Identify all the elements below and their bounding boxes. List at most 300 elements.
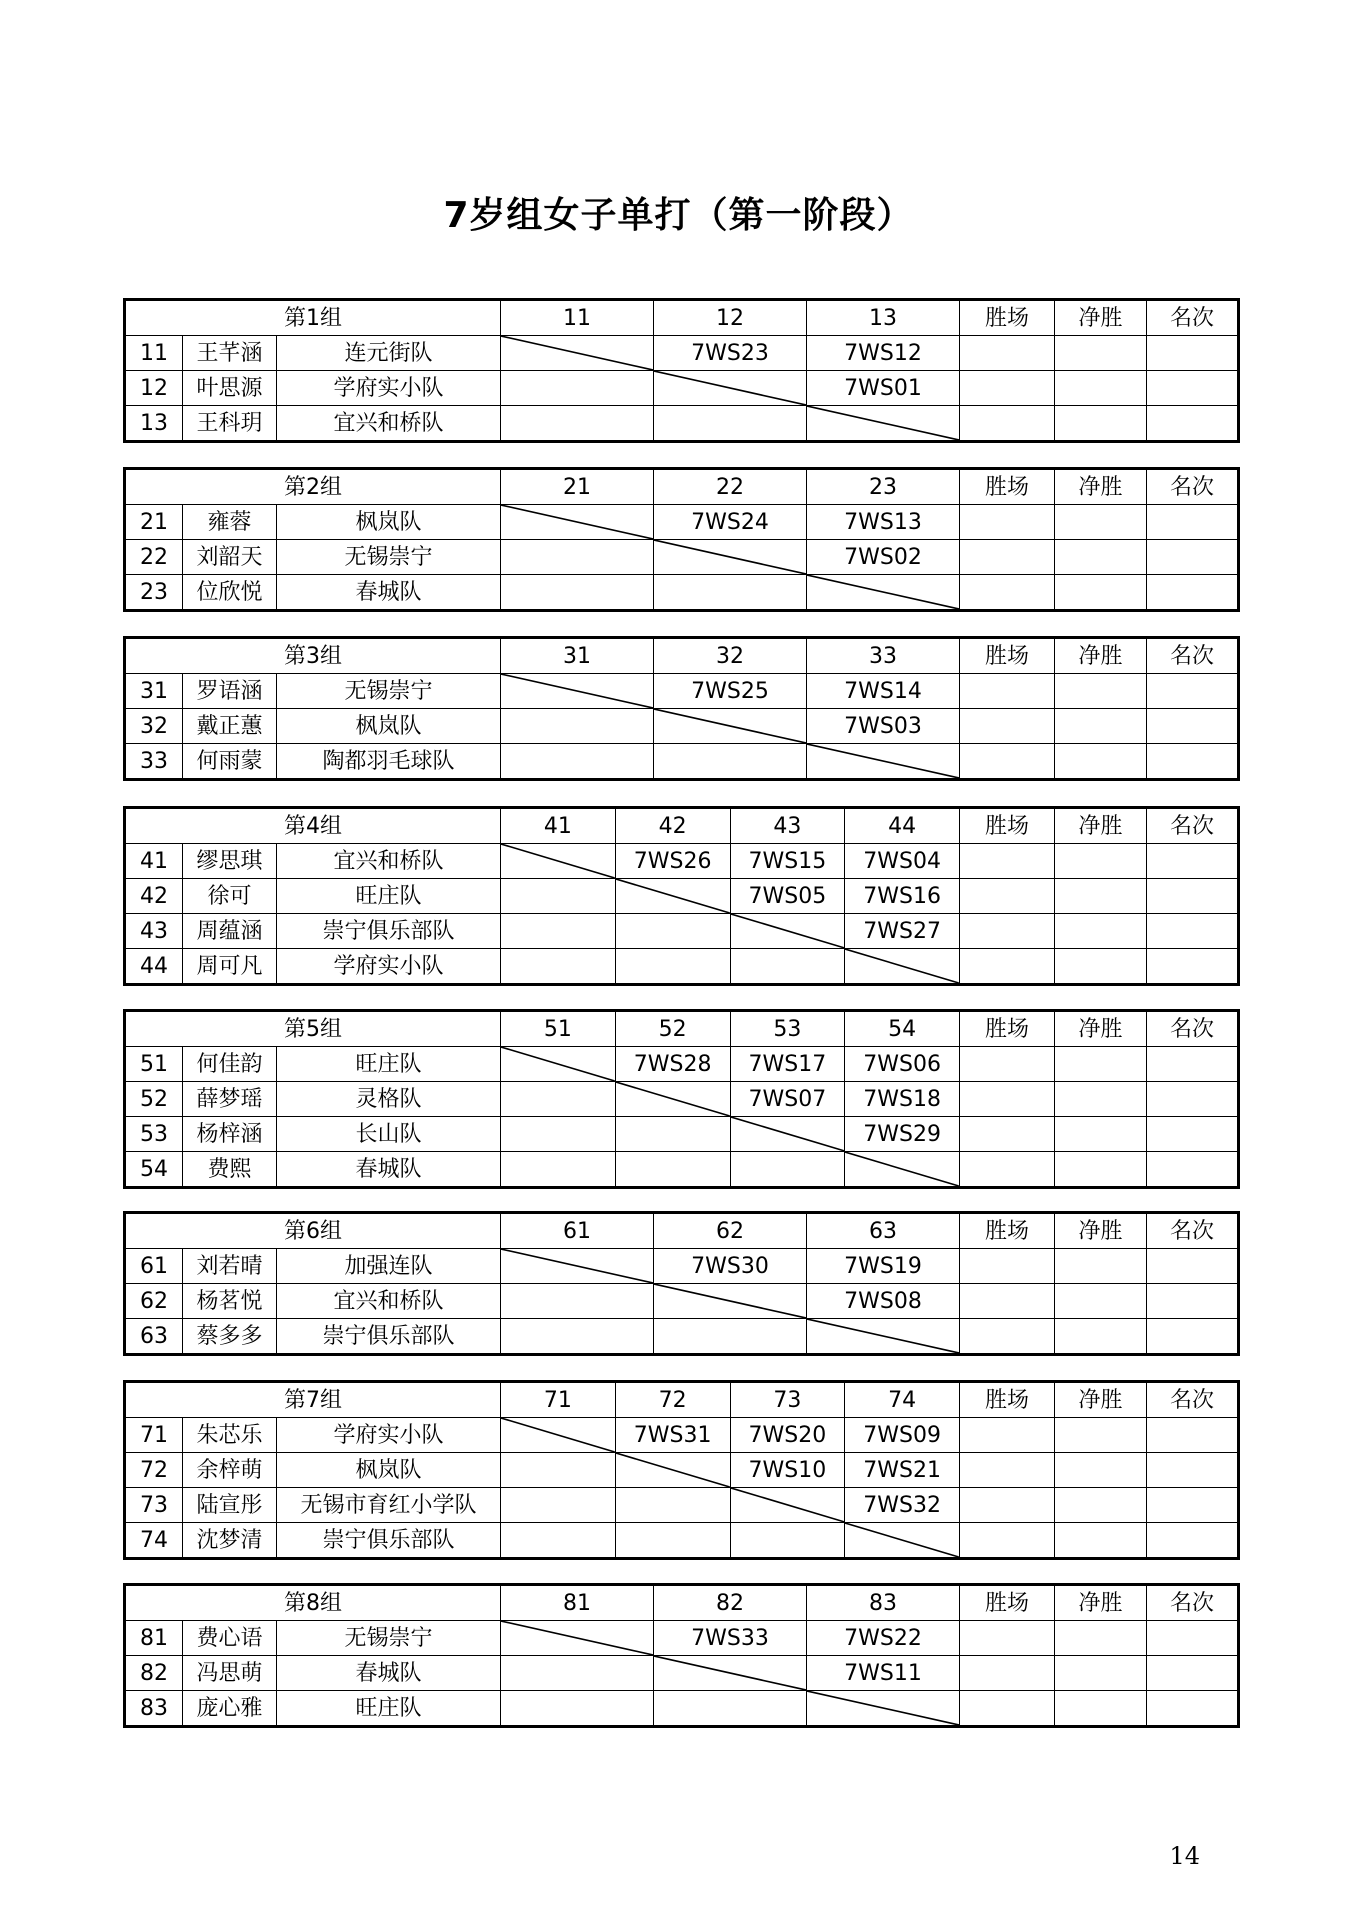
player-row: [125, 1082, 1239, 1117]
group-header-row: [125, 1011, 1239, 1047]
diagonal-line: [654, 1284, 806, 1318]
diagonal-line: [731, 1117, 845, 1151]
wins-cell: [960, 879, 1055, 914]
diagonal-line: [616, 879, 730, 913]
player-team: 春城队: [277, 575, 501, 611]
diagonal-line: [807, 575, 959, 609]
player-row: [125, 674, 1239, 709]
diagonal-line: [501, 1418, 615, 1452]
wins-cell: [960, 1047, 1055, 1082]
seed-header: 62: [654, 1213, 807, 1249]
wins-header: 胜场: [960, 1382, 1055, 1418]
net-header: 净胜: [1055, 469, 1147, 505]
group-table: [123, 636, 1240, 781]
net-cell: [1055, 914, 1147, 949]
rank-cell: [1147, 844, 1239, 879]
wins-cell: [960, 1453, 1055, 1488]
self-match-cell: [501, 844, 616, 879]
net-cell: [1055, 1152, 1147, 1188]
player-team: 无锡崇宁: [277, 674, 501, 709]
player-number: 11: [125, 336, 183, 371]
rank-cell: [1147, 1082, 1239, 1117]
match-cell: 7WS16: [845, 879, 960, 914]
player-row: [125, 844, 1239, 879]
group-label: 第5组: [125, 1011, 501, 1047]
group-label: 第2组: [125, 469, 501, 505]
player-team: 陶都羽毛球队: [277, 744, 501, 780]
match-cell: 7WS28: [615, 1047, 730, 1082]
diagonal-line: [616, 1453, 730, 1487]
player-name: 罗语涵: [183, 674, 277, 709]
player-team: 枫岚队: [277, 505, 501, 540]
rank-header: 名次: [1147, 1213, 1239, 1249]
player-team: 崇宁俱乐部队: [277, 1319, 501, 1355]
group-label: 第3组: [125, 638, 501, 674]
net-cell: [1055, 879, 1147, 914]
player-row: [125, 336, 1239, 371]
net-cell: [1055, 709, 1147, 744]
group-label: 第4组: [125, 808, 501, 844]
match-cell: 7WS19: [807, 1249, 960, 1284]
player-team: 连元街队: [277, 336, 501, 371]
player-name: 刘韶天: [183, 540, 277, 575]
player-row: [125, 406, 1239, 442]
match-cell: 7WS01: [807, 371, 960, 406]
wins-cell: [960, 336, 1055, 371]
self-match-cell: [615, 1082, 730, 1117]
net-cell: [1055, 1453, 1147, 1488]
net-cell: [1055, 674, 1147, 709]
net-cell: [1055, 1249, 1147, 1284]
match-cell: 7WS31: [615, 1418, 730, 1453]
seed-header: 41: [501, 808, 616, 844]
player-team: 旺庄队: [277, 879, 501, 914]
wins-cell: [960, 575, 1055, 611]
wins-header: 胜场: [960, 1011, 1055, 1047]
player-name: 冯思萌: [183, 1656, 277, 1691]
net-cell: [1055, 1418, 1147, 1453]
player-number: 32: [125, 709, 183, 744]
match-cell: 7WS20: [730, 1418, 845, 1453]
rank-cell: [1147, 1117, 1239, 1152]
player-row: [125, 1152, 1239, 1188]
player-row: [125, 1117, 1239, 1152]
match-cell: [615, 1488, 730, 1523]
seed-header: 42: [615, 808, 730, 844]
self-match-cell: [654, 709, 807, 744]
player-number: 73: [125, 1488, 183, 1523]
player-number: 21: [125, 505, 183, 540]
match-cell: 7WS30: [654, 1249, 807, 1284]
player-team: 学府实小队: [277, 949, 501, 985]
seed-header: 23: [807, 469, 960, 505]
player-team: 宜兴和桥队: [277, 1284, 501, 1319]
player-row: [125, 1047, 1239, 1082]
match-cell: 7WS12: [807, 336, 960, 371]
match-cell: [501, 1117, 616, 1152]
player-number: 81: [125, 1621, 183, 1656]
wins-header: 胜场: [960, 469, 1055, 505]
player-name: 朱芯乐: [183, 1418, 277, 1453]
rank-cell: [1147, 1656, 1239, 1691]
net-cell: [1055, 540, 1147, 575]
diagonal-line: [501, 336, 653, 370]
diagonal-line: [501, 1621, 653, 1655]
self-match-cell: [501, 1418, 616, 1453]
rank-cell: [1147, 1523, 1239, 1559]
group-table: [123, 1380, 1240, 1560]
group-header-row: [125, 1382, 1239, 1418]
player-number: 52: [125, 1082, 183, 1117]
player-row: [125, 505, 1239, 540]
rank-cell: [1147, 1047, 1239, 1082]
player-number: 43: [125, 914, 183, 949]
net-header: 净胜: [1055, 1213, 1147, 1249]
wins-cell: [960, 744, 1055, 780]
self-match-cell: [501, 1249, 654, 1284]
self-match-cell: [501, 1047, 616, 1082]
player-row: [125, 1284, 1239, 1319]
diagonal-line: [807, 1319, 959, 1353]
player-name: 徐可: [183, 879, 277, 914]
player-team: 旺庄队: [277, 1691, 501, 1727]
player-row: [125, 1453, 1239, 1488]
match-cell: 7WS10: [730, 1453, 845, 1488]
match-cell: [615, 914, 730, 949]
player-row: [125, 744, 1239, 780]
player-team: 旺庄队: [277, 1047, 501, 1082]
player-name: 刘若晴: [183, 1249, 277, 1284]
wins-cell: [960, 1691, 1055, 1727]
player-name: 费心语: [183, 1621, 277, 1656]
player-team: 无锡崇宁: [277, 540, 501, 575]
group-header-row: [125, 469, 1239, 505]
player-name: 何雨蒙: [183, 744, 277, 780]
seed-header: 44: [845, 808, 960, 844]
diagonal-line: [501, 674, 653, 708]
group-table: [123, 1211, 1240, 1356]
match-cell: [501, 709, 654, 744]
match-cell: [501, 879, 616, 914]
net-header: 净胜: [1055, 1382, 1147, 1418]
self-match-cell: [654, 1656, 807, 1691]
player-name: 缪思琪: [183, 844, 277, 879]
group-label: 第6组: [125, 1213, 501, 1249]
rank-cell: [1147, 505, 1239, 540]
self-match-cell: [501, 674, 654, 709]
net-cell: [1055, 1082, 1147, 1117]
match-cell: [615, 1117, 730, 1152]
wins-cell: [960, 1523, 1055, 1559]
seed-header: 51: [501, 1011, 616, 1047]
seed-header: 21: [501, 469, 654, 505]
player-number: 54: [125, 1152, 183, 1188]
self-match-cell: [730, 1117, 845, 1152]
player-number: 63: [125, 1319, 183, 1355]
rank-cell: [1147, 879, 1239, 914]
rank-header: 名次: [1147, 469, 1239, 505]
player-name: 沈梦清: [183, 1523, 277, 1559]
player-row: [125, 1319, 1239, 1355]
wins-header: 胜场: [960, 1585, 1055, 1621]
self-match-cell: [615, 1453, 730, 1488]
match-cell: [501, 575, 654, 611]
player-name: 薛梦瑶: [183, 1082, 277, 1117]
rank-header: 名次: [1147, 808, 1239, 844]
wins-cell: [960, 709, 1055, 744]
self-match-cell: [730, 1488, 845, 1523]
match-cell: 7WS32: [845, 1488, 960, 1523]
rank-cell: [1147, 1418, 1239, 1453]
group-header-row: [125, 300, 1239, 336]
diagonal-line: [845, 1152, 959, 1186]
match-cell: [501, 371, 654, 406]
match-cell: [730, 1523, 845, 1559]
player-number: 71: [125, 1418, 183, 1453]
seed-header: 73: [730, 1382, 845, 1418]
net-cell: [1055, 844, 1147, 879]
player-name: 周可凡: [183, 949, 277, 985]
player-number: 82: [125, 1656, 183, 1691]
rank-cell: [1147, 1621, 1239, 1656]
wins-cell: [960, 1117, 1055, 1152]
seed-header: 74: [845, 1382, 960, 1418]
player-row: [125, 1691, 1239, 1727]
seed-header: 83: [807, 1585, 960, 1621]
player-number: 22: [125, 540, 183, 575]
player-row: [125, 540, 1239, 575]
wins-cell: [960, 540, 1055, 575]
seed-header: 22: [654, 469, 807, 505]
player-team: 无锡市育红小学队: [277, 1488, 501, 1523]
rank-header: 名次: [1147, 1585, 1239, 1621]
net-cell: [1055, 1047, 1147, 1082]
player-team: 长山队: [277, 1117, 501, 1152]
match-cell: 7WS18: [845, 1082, 960, 1117]
diagonal-line: [501, 1249, 653, 1283]
match-cell: [501, 914, 616, 949]
diagonal-line: [845, 1523, 959, 1557]
match-cell: [501, 406, 654, 442]
rank-cell: [1147, 1691, 1239, 1727]
self-match-cell: [807, 406, 960, 442]
player-number: 42: [125, 879, 183, 914]
match-cell: 7WS08: [807, 1284, 960, 1319]
diagonal-line: [654, 540, 806, 574]
rank-header: 名次: [1147, 300, 1239, 336]
group-header-row: [125, 1585, 1239, 1621]
wins-cell: [960, 1152, 1055, 1188]
group-label: 第1组: [125, 300, 501, 336]
match-cell: 7WS21: [845, 1453, 960, 1488]
seed-header: 82: [654, 1585, 807, 1621]
match-cell: [501, 1523, 616, 1559]
diagonal-line: [807, 1691, 959, 1725]
player-row: [125, 1249, 1239, 1284]
rank-cell: [1147, 540, 1239, 575]
match-cell: 7WS33: [654, 1621, 807, 1656]
match-cell: [730, 949, 845, 985]
group-table: [123, 1583, 1240, 1728]
rank-cell: [1147, 1249, 1239, 1284]
player-name: 庞心雅: [183, 1691, 277, 1727]
net-header: 净胜: [1055, 1585, 1147, 1621]
match-cell: 7WS07: [730, 1082, 845, 1117]
self-match-cell: [845, 1523, 960, 1559]
match-cell: 7WS05: [730, 879, 845, 914]
match-cell: 7WS29: [845, 1117, 960, 1152]
rank-cell: [1147, 1319, 1239, 1355]
seed-header: 72: [615, 1382, 730, 1418]
player-number: 23: [125, 575, 183, 611]
wins-cell: [960, 1319, 1055, 1355]
page-title: 7岁组女子单打（第一阶段）: [443, 195, 914, 236]
net-cell: [1055, 1488, 1147, 1523]
player-row: [125, 949, 1239, 985]
self-match-cell: [807, 744, 960, 780]
wins-cell: [960, 505, 1055, 540]
player-team: 宜兴和桥队: [277, 406, 501, 442]
net-cell: [1055, 744, 1147, 780]
rank-cell: [1147, 1453, 1239, 1488]
match-cell: [501, 1691, 654, 1727]
wins-header: 胜场: [960, 638, 1055, 674]
match-cell: 7WS15: [730, 844, 845, 879]
diagonal-line: [845, 949, 959, 983]
player-row: [125, 1418, 1239, 1453]
net-cell: [1055, 1656, 1147, 1691]
rank-header: 名次: [1147, 1382, 1239, 1418]
player-number: 62: [125, 1284, 183, 1319]
player-name: 雍蓉: [183, 505, 277, 540]
group-header-row: [125, 808, 1239, 844]
match-cell: 7WS22: [807, 1621, 960, 1656]
wins-cell: [960, 1082, 1055, 1117]
diagonal-line: [731, 914, 845, 948]
match-cell: [501, 744, 654, 780]
match-cell: [654, 744, 807, 780]
net-cell: [1055, 1691, 1147, 1727]
net-cell: [1055, 949, 1147, 985]
net-cell: [1055, 1284, 1147, 1319]
rank-header: 名次: [1147, 1011, 1239, 1047]
rank-header: 名次: [1147, 638, 1239, 674]
wins-header: 胜场: [960, 1213, 1055, 1249]
player-team: 宜兴和桥队: [277, 844, 501, 879]
player-row: [125, 709, 1239, 744]
player-number: 72: [125, 1453, 183, 1488]
match-cell: [654, 1691, 807, 1727]
net-cell: [1055, 1621, 1147, 1656]
diagonal-line: [501, 505, 653, 539]
wins-cell: [960, 371, 1055, 406]
rank-cell: [1147, 744, 1239, 780]
net-cell: [1055, 336, 1147, 371]
wins-cell: [960, 1284, 1055, 1319]
group-header-row: [125, 1213, 1239, 1249]
self-match-cell: [807, 575, 960, 611]
player-name: 余梓萌: [183, 1453, 277, 1488]
self-match-cell: [654, 1284, 807, 1319]
match-cell: [654, 406, 807, 442]
seed-header: 13: [807, 300, 960, 336]
player-name: 位欣悦: [183, 575, 277, 611]
match-cell: 7WS03: [807, 709, 960, 744]
net-cell: [1055, 1523, 1147, 1559]
diagonal-line: [654, 371, 806, 405]
net-cell: [1055, 1319, 1147, 1355]
player-team: 春城队: [277, 1656, 501, 1691]
net-cell: [1055, 505, 1147, 540]
diagonal-line: [501, 1047, 615, 1081]
player-team: 枫岚队: [277, 709, 501, 744]
player-name: 何佳韵: [183, 1047, 277, 1082]
player-team: 崇宁俱乐部队: [277, 914, 501, 949]
rank-cell: [1147, 709, 1239, 744]
net-cell: [1055, 371, 1147, 406]
match-cell: [654, 1319, 807, 1355]
player-number: 12: [125, 371, 183, 406]
match-cell: 7WS27: [845, 914, 960, 949]
wins-cell: [960, 844, 1055, 879]
player-number: 61: [125, 1249, 183, 1284]
seed-header: 11: [501, 300, 654, 336]
diagonal-line: [616, 1082, 730, 1116]
wins-cell: [960, 1656, 1055, 1691]
player-number: 83: [125, 1691, 183, 1727]
rank-cell: [1147, 575, 1239, 611]
rank-cell: [1147, 914, 1239, 949]
seed-header: 33: [807, 638, 960, 674]
match-cell: 7WS09: [845, 1418, 960, 1453]
player-row: [125, 371, 1239, 406]
seed-header: 32: [654, 638, 807, 674]
match-cell: [501, 1656, 654, 1691]
match-cell: [501, 949, 616, 985]
self-match-cell: [807, 1319, 960, 1355]
player-team: 学府实小队: [277, 1418, 501, 1453]
match-cell: [615, 1523, 730, 1559]
rank-cell: [1147, 1284, 1239, 1319]
match-cell: 7WS04: [845, 844, 960, 879]
seed-header: 81: [501, 1585, 654, 1621]
seed-header: 43: [730, 808, 845, 844]
player-row: [125, 879, 1239, 914]
group-label: 第7组: [125, 1382, 501, 1418]
group-table: [123, 298, 1240, 443]
player-row: [125, 575, 1239, 611]
player-team: 枫岚队: [277, 1453, 501, 1488]
wins-header: 胜场: [960, 808, 1055, 844]
player-name: 王科玥: [183, 406, 277, 442]
net-header: 净胜: [1055, 1011, 1147, 1047]
match-cell: 7WS11: [807, 1656, 960, 1691]
rank-cell: [1147, 674, 1239, 709]
match-cell: 7WS25: [654, 674, 807, 709]
player-name: 王芊涵: [183, 336, 277, 371]
player-row: [125, 914, 1239, 949]
self-match-cell: [807, 1691, 960, 1727]
seed-header: 63: [807, 1213, 960, 1249]
player-name: 戴正蕙: [183, 709, 277, 744]
group-table: [123, 1009, 1240, 1189]
match-cell: 7WS02: [807, 540, 960, 575]
wins-cell: [960, 914, 1055, 949]
net-cell: [1055, 1117, 1147, 1152]
player-number: 53: [125, 1117, 183, 1152]
match-cell: [501, 1319, 654, 1355]
player-row: [125, 1656, 1239, 1691]
